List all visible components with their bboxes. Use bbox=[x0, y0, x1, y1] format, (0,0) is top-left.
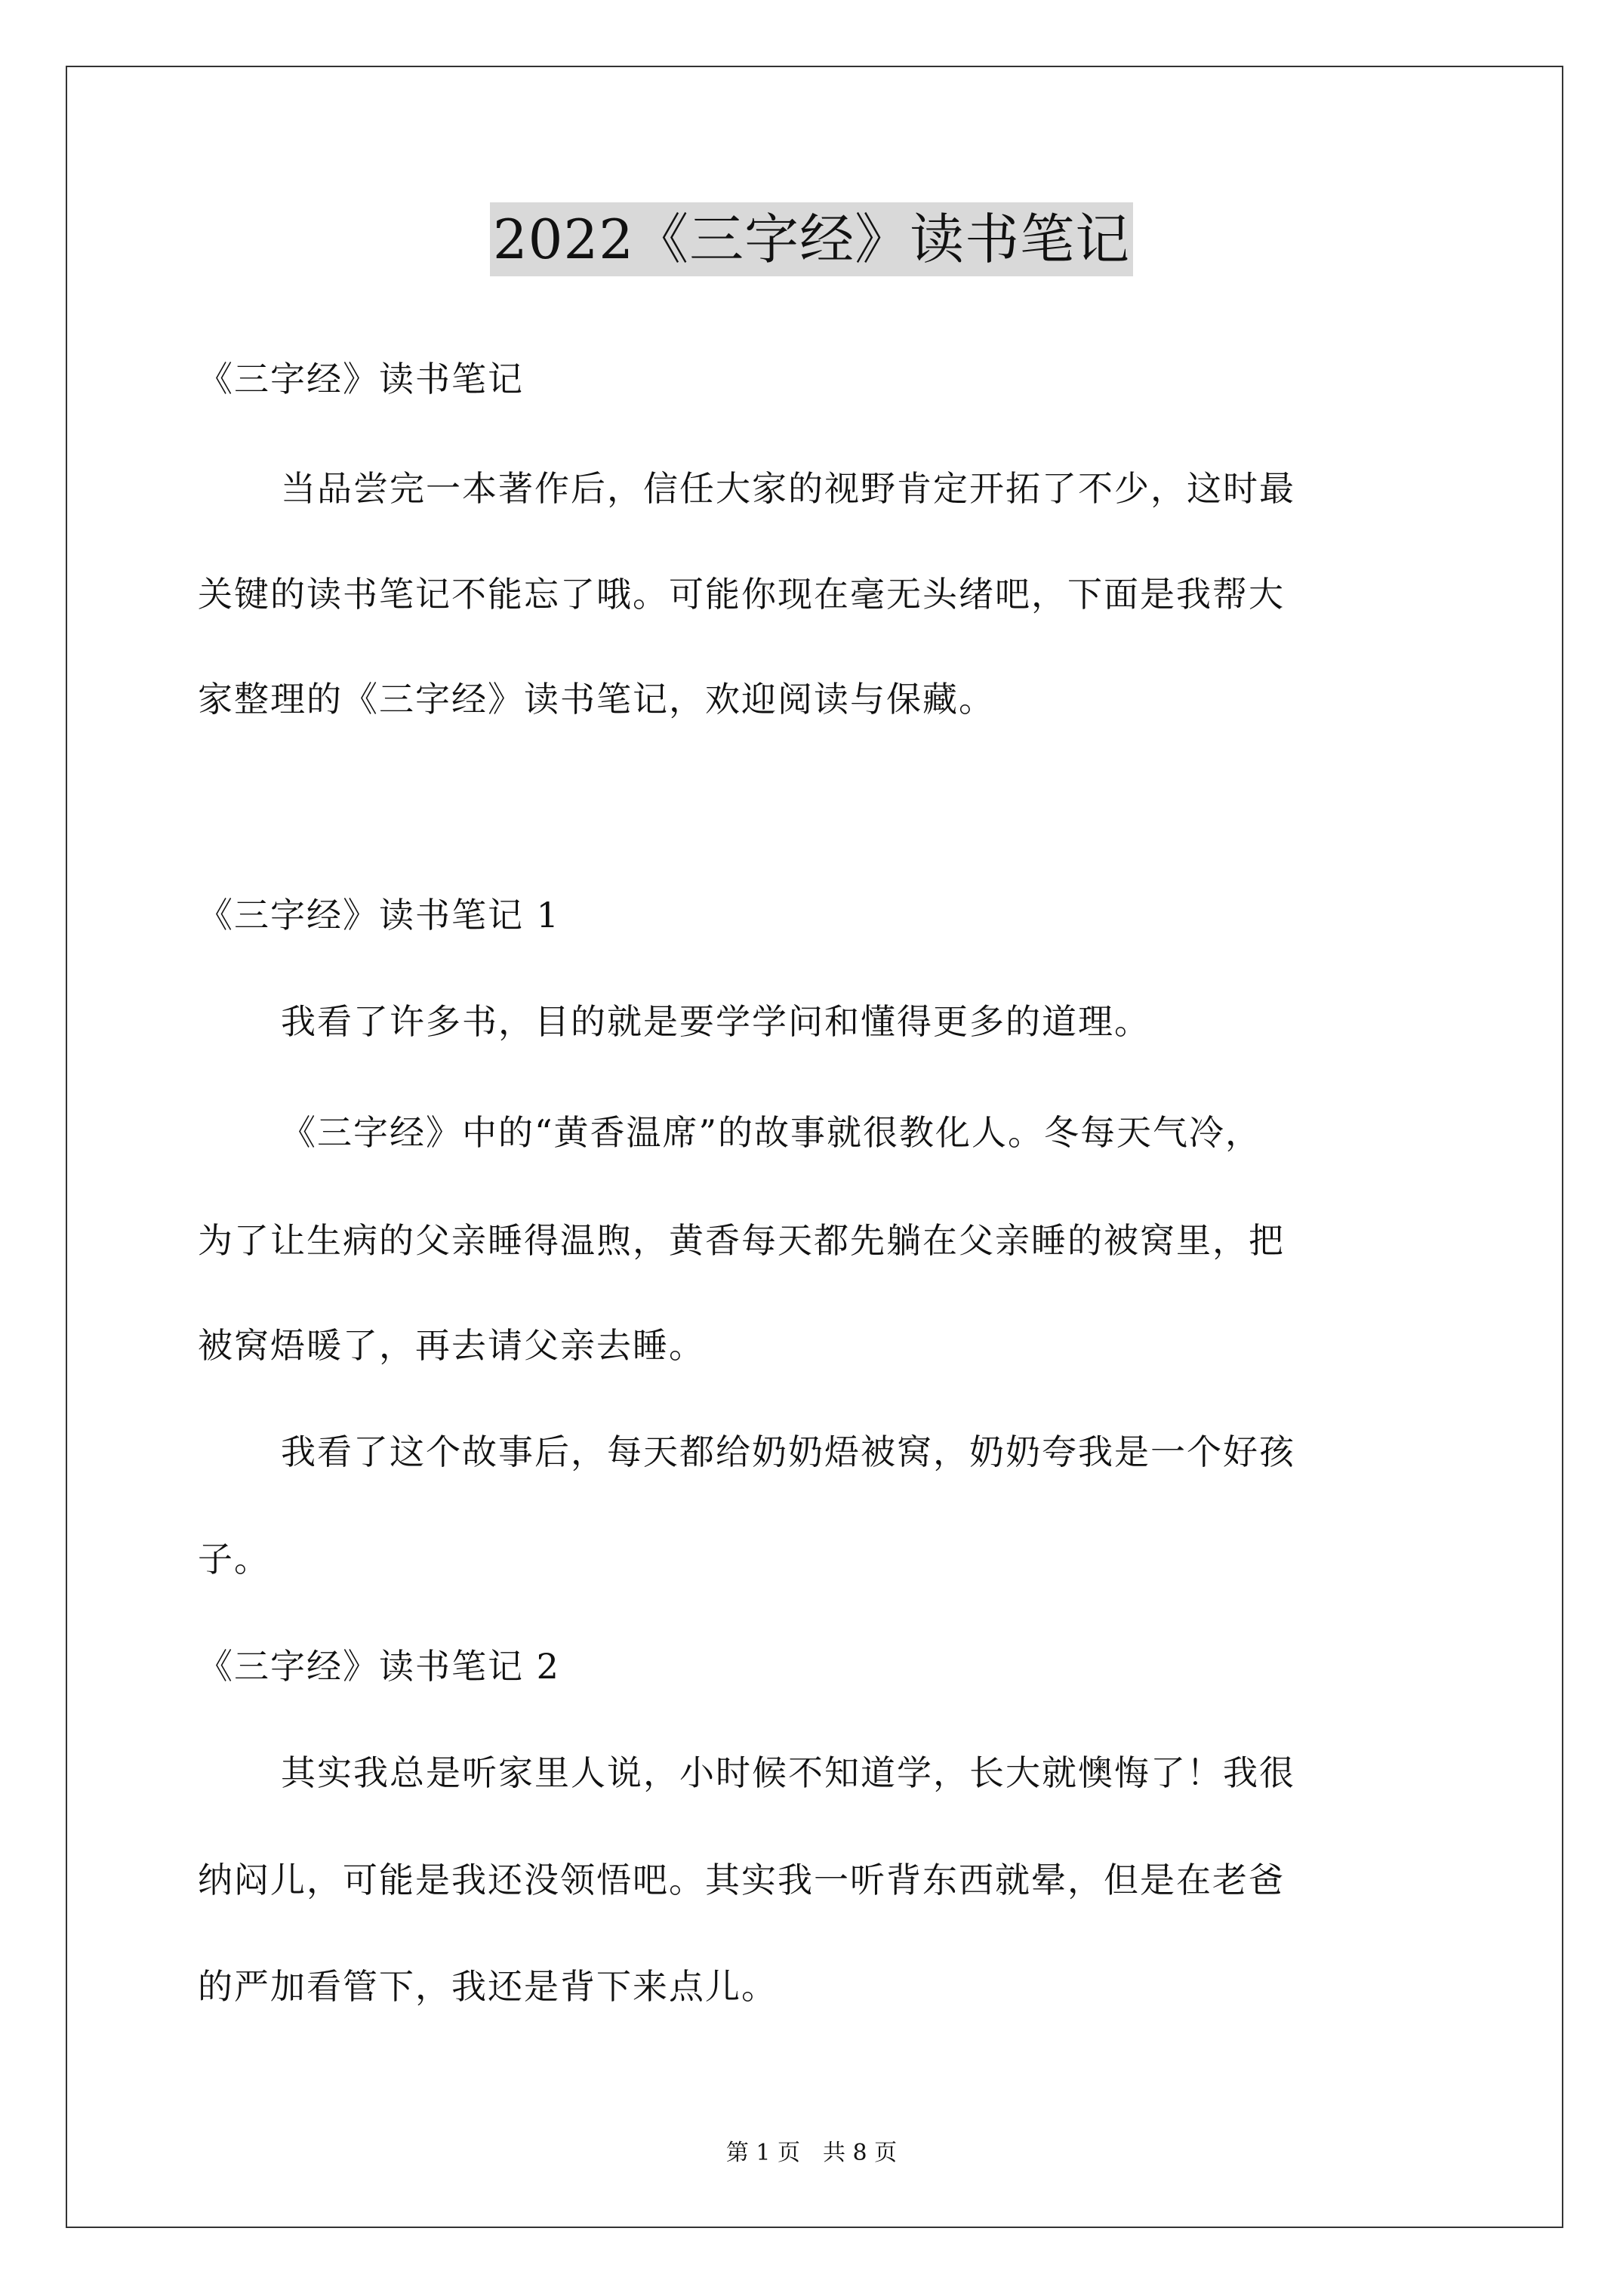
paragraph-line: 家整理的《三字经》读书笔记，欢迎阅读与保藏。 bbox=[198, 679, 995, 720]
paragraph-line: 被窝焐暖了，再去请父亲去睡。 bbox=[198, 1325, 705, 1366]
section-heading: 《三字经》读书笔记 1 bbox=[198, 895, 560, 935]
paragraph-line: 其实我总是听家里人说，小时候不知道学，长大就懊悔了！我很 bbox=[281, 1752, 1295, 1793]
paragraph-line: 子。 bbox=[198, 1539, 270, 1579]
paragraph-line: 《三字经》中的“黄香温席”的故事就很教化人。冬每天气冷， bbox=[281, 1112, 1262, 1153]
page-footer: 第 1 页 共 8 页 bbox=[725, 2140, 898, 2166]
paragraph-line: 纳闷儿，可能是我还没领悟吧。其实我一听背东西就晕，但是在老爸 bbox=[198, 1860, 1285, 1900]
section-heading: 《三字经》读书笔记 bbox=[198, 359, 524, 399]
document-title: 2022《三字经》读书笔记 bbox=[490, 202, 1133, 276]
paragraph-line: 的严加看管下，我还是背下来点儿。 bbox=[198, 1966, 778, 2007]
paragraph-line: 我看了许多书，目的就是要学学问和懂得更多的道理。 bbox=[281, 1001, 1150, 1042]
section-heading: 《三字经》读书笔记 2 bbox=[198, 1646, 560, 1687]
title-container bbox=[0, 202, 1623, 276]
paragraph-line: 为了让生病的父亲睡得温煦，黄香每天都先躺在父亲睡的被窝里，把 bbox=[198, 1220, 1285, 1261]
paragraph-line: 当品尝完一本著作后，信任大家的视野肯定开拓了不少，这时最 bbox=[281, 468, 1295, 509]
paragraph-line: 我看了这个故事后，每天都给奶奶焐被窝，奶奶夸我是一个好孩 bbox=[281, 1432, 1295, 1472]
paragraph-line: 关键的读书笔记不能忘了哦。可能你现在毫无头绪吧，下面是我帮大 bbox=[198, 574, 1285, 615]
